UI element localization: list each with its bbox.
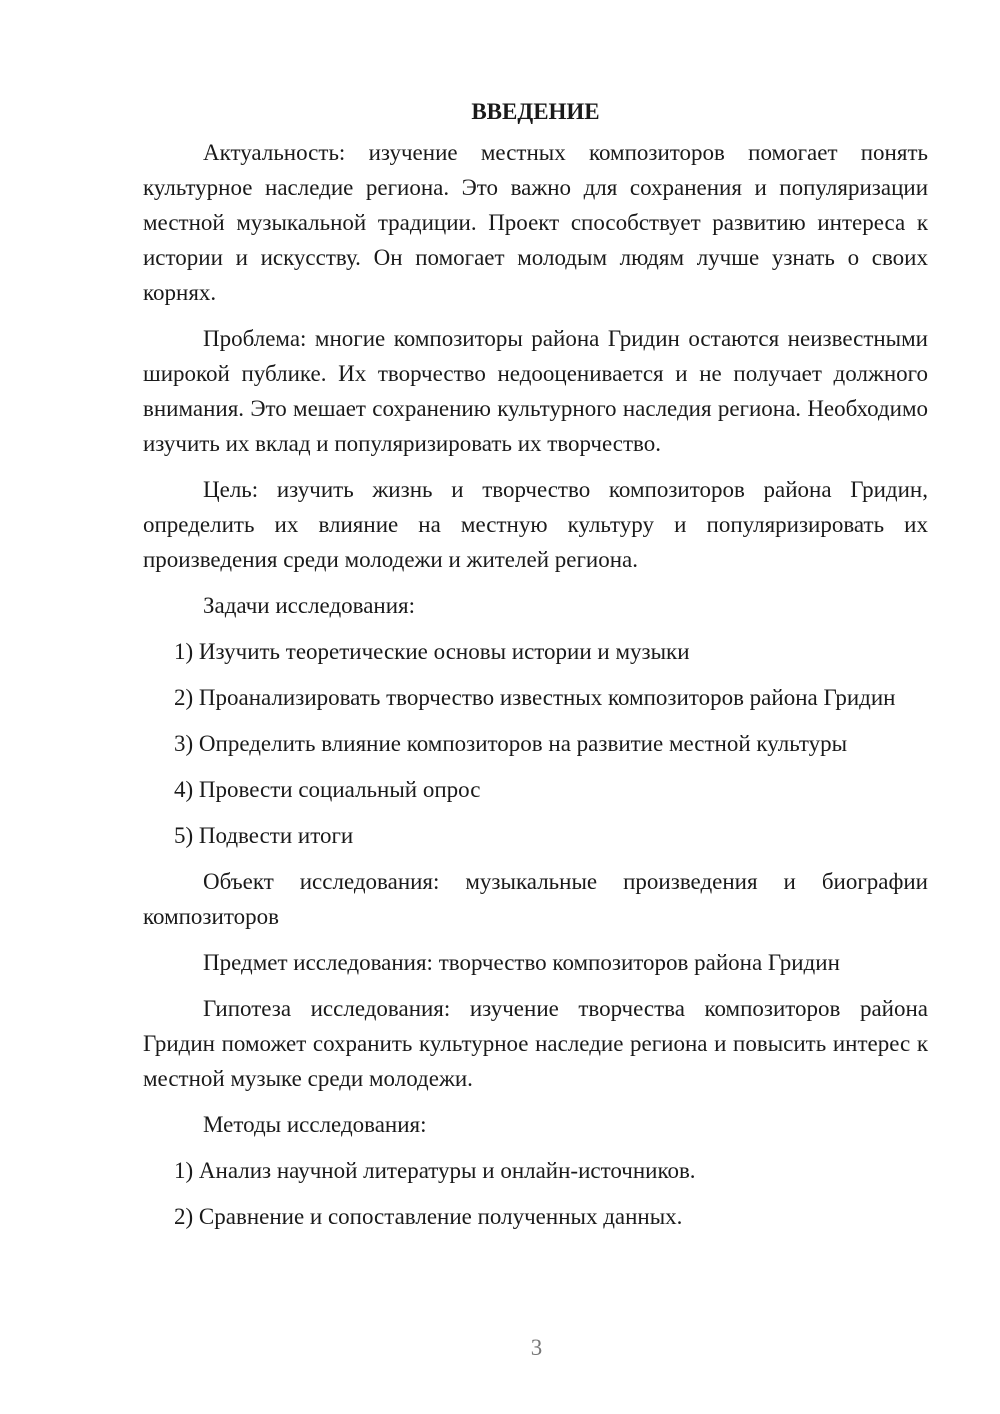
page-content: [143, 94, 928, 1245]
task-item-2: 2) Проанализировать творчество известных композиторов района Гридин: [174, 685, 896, 710]
method-item-2: 2) Сравнение и сопоставление полученных данных.: [174, 1204, 683, 1229]
subject-paragraph: Предмет исследования: творчество композиторов района Гридин: [203, 950, 840, 975]
object-paragraph: Объект исследования: музыкальные произведения и биографии композиторов: [143, 869, 928, 929]
task-item-3: 3) Определить влияние композиторов на развитие местной культуры: [174, 731, 848, 756]
task-item-1: 1) Изучить теоретические основы истории и музыки: [174, 639, 690, 664]
hypothesis-paragraph: Гипотеза исследования: изучение творчества композиторов района Гридин поможет сохранить культурное наследие региона и повысить интерес к местной музыке среди молодежи.: [143, 996, 928, 1091]
problem-paragraph: Проблема: многие композиторы района Гридин остаются неизвестными широкой публике. Их творчество недооценивается и не получает должного внимания. Это мешает сохранению культурного наследия региона. Необходимо изучить их вклад и популяризировать их творчество.: [143, 326, 928, 456]
goal-paragraph: Цель: изучить жизнь и творчество композиторов района Гридин, определить их влияние на местную культуру и популяризировать их произведения среди молодежи и жителей региона.: [143, 477, 928, 572]
task-item-4: 4) Провести социальный опрос: [174, 777, 481, 802]
tasks-heading: Задачи исследования:: [203, 593, 416, 618]
methods-heading: Методы исследования:: [203, 1112, 427, 1137]
page-title: ВВЕДЕНИЕ: [471, 99, 600, 124]
relevance-paragraph: Актуальность: изучение местных композиторов помогает понять культурное наследие региона. Это важно для сохранения и популяризации местной музыкальной традиции. Проект способствует развитию интереса к истории и искусству. Он помогает молодым людям лучше узнать о своих корнях.: [143, 140, 928, 305]
method-item-1: 1) Анализ научной литературы и онлайн-источников.: [174, 1158, 696, 1183]
task-item-5: 5) Подвести итоги: [174, 823, 354, 848]
page-number: 3: [530, 1335, 543, 1360]
